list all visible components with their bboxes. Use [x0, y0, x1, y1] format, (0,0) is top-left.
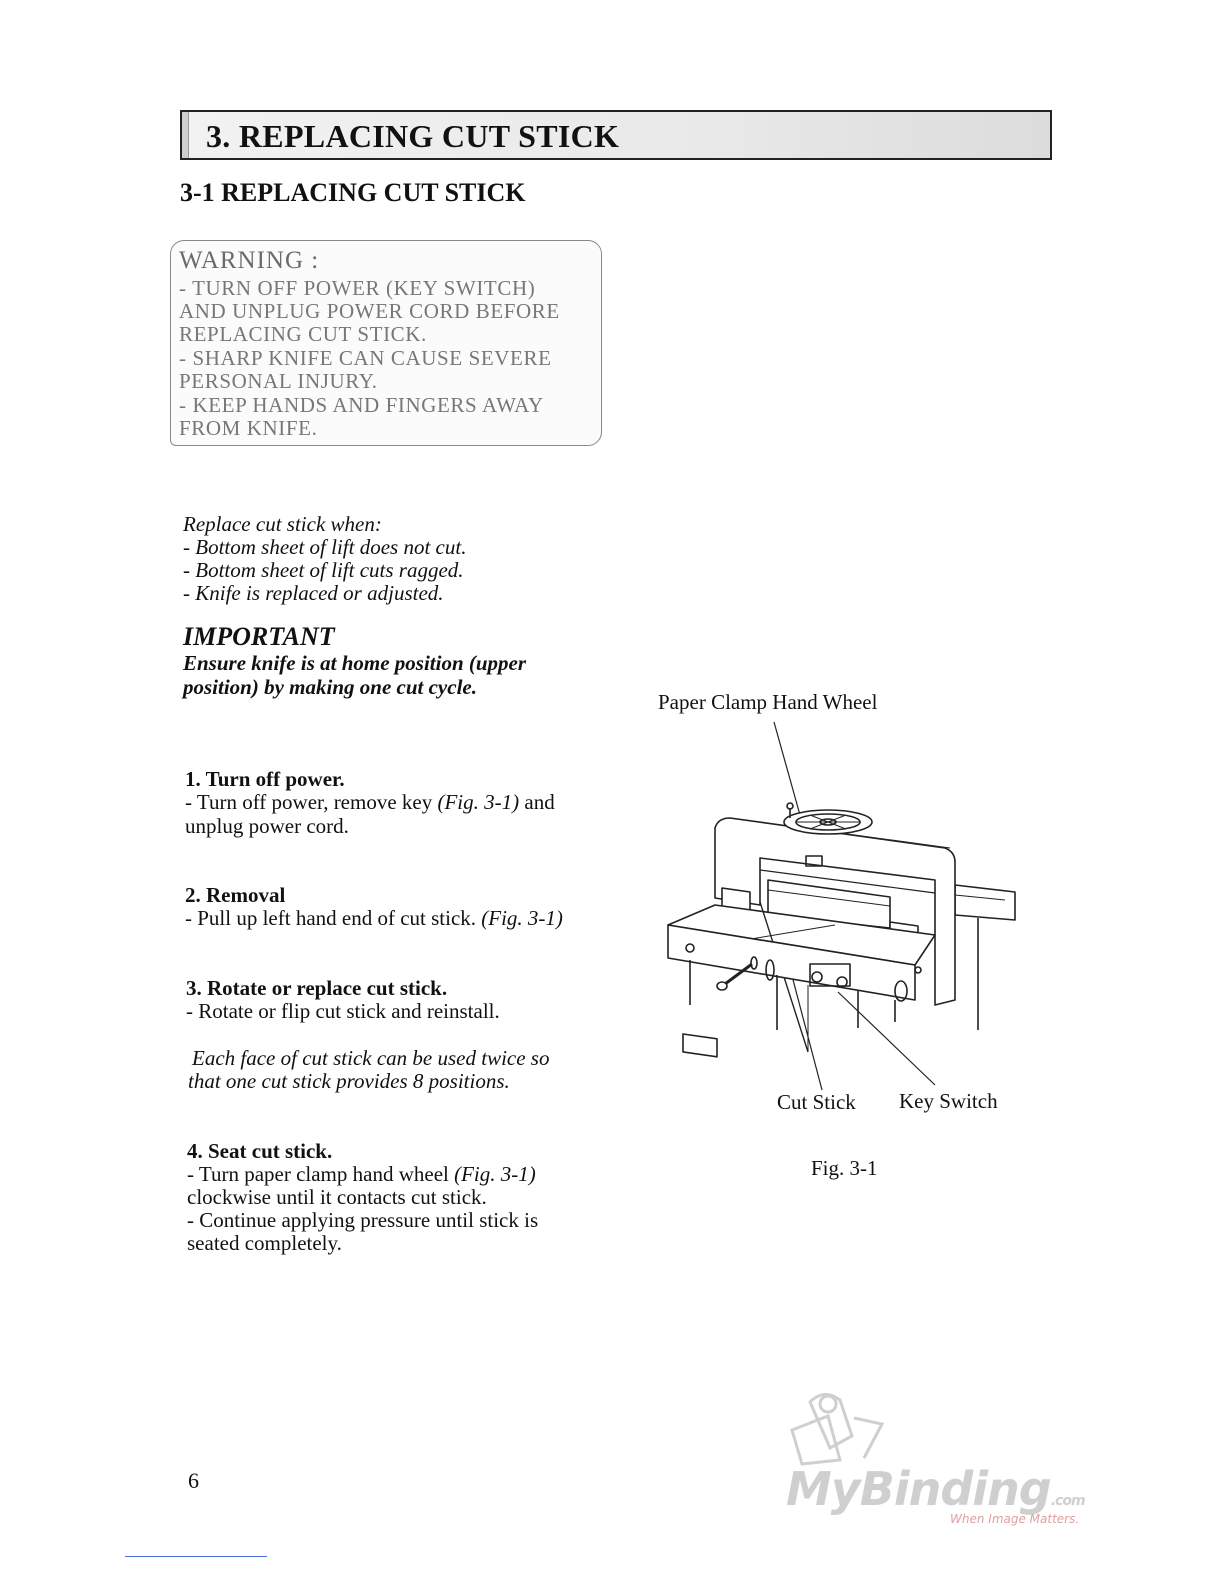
step-4-title: 4. Seat cut stick. [187, 1139, 333, 1163]
replace-when-intro: Replace cut stick when: [183, 512, 382, 536]
footer-rule [125, 1556, 267, 1557]
warning-line: PERSONAL INJURY. [179, 369, 378, 393]
step-4-text: - Turn paper clamp hand wheel (Fig. 3-1) [187, 1162, 536, 1186]
replace-when-item: - Bottom sheet of lift cuts ragged. [183, 558, 464, 582]
label-paper-clamp-hand-wheel: Paper Clamp Hand Wheel [658, 690, 878, 714]
label-key-switch: Key Switch [899, 1089, 998, 1113]
side-table [955, 885, 1015, 920]
warning-box [170, 240, 602, 446]
warning-line: - SHARP KNIFE CAN CAUSE SEVERE [179, 346, 552, 370]
warning-heading: WARNING : [179, 247, 320, 274]
step-3-note: Each face of cut stick can be used twice so [192, 1046, 550, 1070]
important-line: position) by making one cut cycle. [183, 675, 477, 699]
logo-tagline: When Image Matters. [950, 1512, 1080, 1526]
control-box-left [683, 1034, 717, 1057]
replace-when-item: - Bottom sheet of lift does not cut. [183, 535, 467, 559]
warning-line: FROM KNIFE. [179, 416, 318, 440]
important-heading: IMPORTANT [183, 622, 335, 651]
logo-text: MyBinding.com [786, 1462, 1085, 1516]
fig-reference: (Fig. 3-1) [481, 906, 563, 930]
step-4-text: clockwise until it contacts cut stick. [187, 1185, 487, 1209]
page-number: 6 [188, 1468, 199, 1493]
fig-reference: (Fig. 3-1) [454, 1162, 536, 1186]
step-1-title: 1. Turn off power. [185, 767, 345, 791]
warning-line: - KEEP HANDS AND FINGERS AWAY [179, 393, 544, 417]
step-3-title: 3. Rotate or replace cut stick. [186, 976, 448, 1000]
warning-line: AND UNPLUG POWER CORD BEFORE [179, 299, 560, 323]
fig-reference: (Fig. 3-1) [437, 790, 520, 814]
label-cut-stick: Cut Stick [777, 1090, 856, 1114]
step-3-note: that one cut stick provides 8 positions. [188, 1069, 510, 1093]
section-title: 3. REPLACING CUT STICK [206, 118, 620, 154]
step-4-text: seated completely. [187, 1231, 342, 1255]
figure-caption: Fig. 3-1 [811, 1156, 878, 1180]
warning-line: - TURN OFF POWER (KEY SWITCH) [179, 276, 536, 300]
paper-cutter-illustration [640, 720, 1040, 1100]
leader-line [774, 722, 800, 815]
step-2-text: - Pull up left hand end of cut stick. (Fig. 3-1) [185, 906, 563, 930]
important-line: Ensure knife is at home position (upper [183, 651, 527, 675]
replace-when-item: - Knife is replaced or adjusted. [183, 581, 444, 605]
section-header-bar [180, 110, 1052, 160]
step-1-text: - Turn off power, remove key (Fig. 3-1) and [185, 790, 555, 814]
leader-line [838, 992, 935, 1085]
logo-binder-icon [788, 1388, 888, 1466]
subsection-title: 3-1 REPLACING CUT STICK [180, 178, 526, 207]
step-1-text: unplug power cord. [185, 814, 349, 838]
step-3-text: - Rotate or flip cut stick and reinstall. [186, 999, 500, 1023]
step-4-text: - Continue applying pressure until stick is [187, 1208, 539, 1232]
step-2-title: 2. Removal [185, 883, 286, 907]
warning-line: REPLACING CUT STICK. [179, 322, 427, 346]
